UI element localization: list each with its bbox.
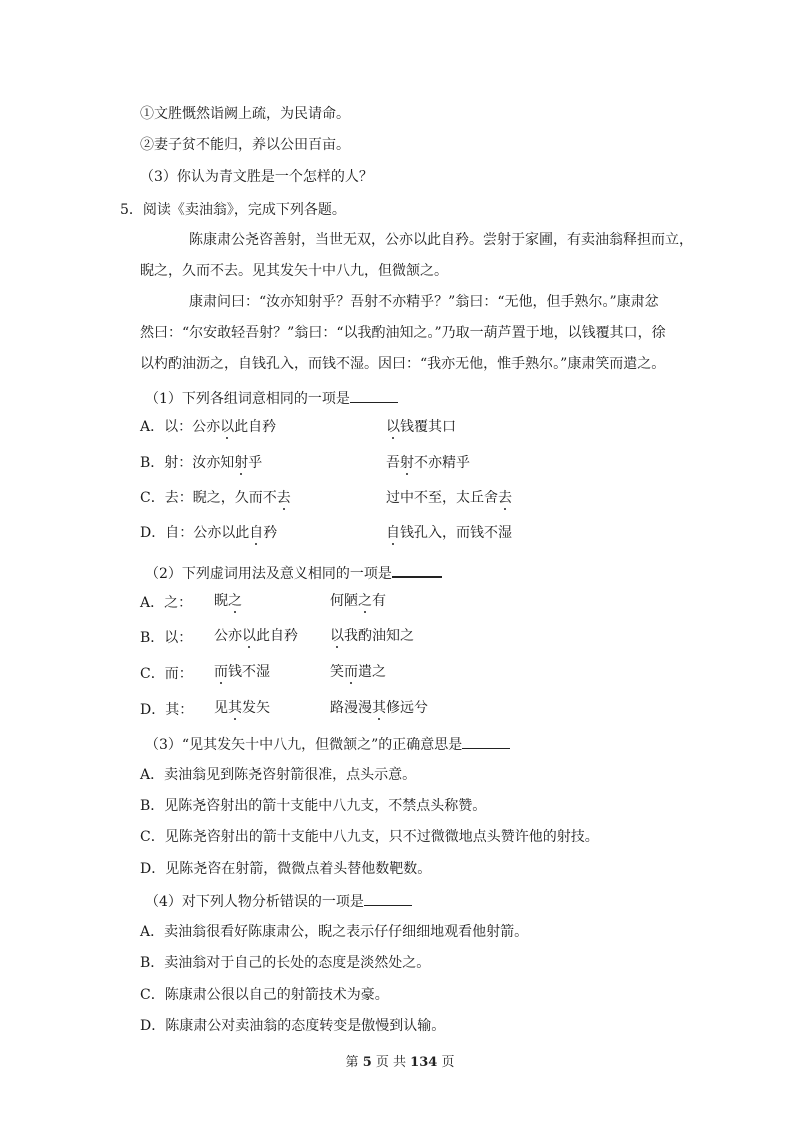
answer-blank[interactable]	[350, 388, 398, 403]
passage-line-2: 睨之，久而不去。见其发矢十中八九，但微颔之。	[140, 263, 448, 279]
answer-blank[interactable]	[392, 562, 442, 578]
sub2-option-c-right: 笑而遣之	[330, 664, 386, 680]
sub1-option-d-compare: 自钱孔入，而钱不湿	[386, 525, 512, 541]
answer-blank[interactable]	[364, 891, 412, 906]
passage-line-4: 然曰：“尔安敢轻吾射？”翁曰：“以我酌油知之。”乃取一葫芦置于地，以钱覆其口，徐	[140, 325, 666, 341]
sub3-option-c[interactable]: C．见陈尧咨射出的箭十支能中八九支，只不过微微地点头赞许他的射技。	[140, 829, 599, 845]
sub2-option-d-label[interactable]: D．其：	[140, 702, 194, 718]
sub1-option-a[interactable]: A．以：公亦以此自矜	[140, 419, 277, 435]
sub2-stem	[145, 562, 442, 584]
q4-sub3: （3）你认为青文胜是一个怎样的人？	[140, 169, 373, 185]
sub1-option-c[interactable]: C．去：睨之，久而不去	[140, 490, 291, 506]
sub2-option-a-left: 睨之	[214, 593, 242, 609]
sub2-option-b-left: 公亦以此自矜	[214, 628, 298, 644]
sub2-option-b-right: 以我酌油知之	[330, 628, 414, 644]
sub1-option-b-compare: 吾射不亦精乎	[386, 455, 470, 471]
sub2-option-c-left: 而钱不湿	[214, 664, 270, 680]
sub2-stem-text: （2）下列虚词用法及意义相同的一项是	[145, 566, 392, 582]
sub3-stem-text: （3）“见其发矢十中八九，但微颔之”的正确意思是	[145, 737, 463, 753]
sub4-option-a[interactable]: A．卖油翁很看好陈康肃公，睨之表示仔仔细细地观看他射箭。	[140, 924, 529, 940]
sub2-option-a-right: 何陋之有	[330, 593, 386, 609]
sub2-option-b-label[interactable]: B．以：	[140, 630, 193, 646]
passage-line-3: 康肃问曰：“汝亦知射乎？吾射不亦精乎？”翁曰：“无他，但手熟尔。”康肃忿	[189, 294, 659, 310]
sub4-stem-text: （4）对下列人物分析错误的一项是	[145, 894, 364, 910]
q5-heading: 5．阅读《卖油翁》，完成下列各题。	[120, 202, 346, 218]
sub2-option-a-label[interactable]: A．之：	[140, 595, 193, 611]
sub2-option-c-label[interactable]: C．而：	[140, 666, 193, 682]
sub1-option-a-compare: 以钱覆其口	[386, 419, 456, 435]
passage-line-1: 陈康肃公尧咨善射，当世无双，公亦以此自矜。尝射于家圃，有卖油翁释担而立，	[189, 232, 693, 248]
sub3-option-b[interactable]: B．见陈尧咨射出的箭十支能中八九支，不禁点头称赞。	[140, 798, 487, 814]
sub3-option-d[interactable]: D．见陈尧咨在射箭，微微点着头替他数靶数。	[140, 861, 432, 877]
sub4-option-b[interactable]: B．卖油翁对于自己的长处的态度是淡然处之。	[140, 955, 431, 971]
sub1-stem	[145, 388, 398, 409]
sub3-stem	[145, 734, 510, 755]
sub4-stem	[145, 891, 412, 912]
page-number: 5	[362, 1055, 372, 1070]
sub4-option-c[interactable]: C．陈康肃公很以自己的射箭技术为豪。	[140, 987, 389, 1003]
passage-line-5: 以杓酌油沥之，自钱孔入，而钱不湿。因曰：“我亦无他，惟手熟尔。”康肃笑而遣之。	[140, 356, 666, 372]
sub1-stem-text: （1）下列各组词意相同的一项是	[145, 391, 350, 407]
sub1-option-b[interactable]: B．射：汝亦知射乎	[140, 455, 263, 471]
sub2-option-d-right: 路漫漫其修远兮	[330, 700, 428, 716]
total-pages: 134	[410, 1055, 438, 1070]
answer-blank[interactable]	[462, 734, 510, 749]
page-footer: 第 5 页 共 134 页	[345, 1055, 455, 1070]
sub2-option-d-left: 见其发矢	[214, 700, 270, 716]
sub1-option-c-compare: 过中不至，太丘舍去	[386, 490, 512, 506]
q4-item-1: ①文胜慨然诣阙上疏，为民请命。	[140, 106, 350, 122]
sub4-option-d[interactable]: D．陈康肃公对卖油翁的态度转变是傲慢到认输。	[140, 1018, 446, 1034]
q4-item-2: ②妻子贫不能归，养以公田百亩。	[140, 137, 350, 153]
sub3-option-a[interactable]: A．卖油翁见到陈尧咨射箭很准，点头示意。	[140, 767, 417, 783]
sub1-option-d[interactable]: D．自：公亦以此自矜	[140, 525, 278, 541]
